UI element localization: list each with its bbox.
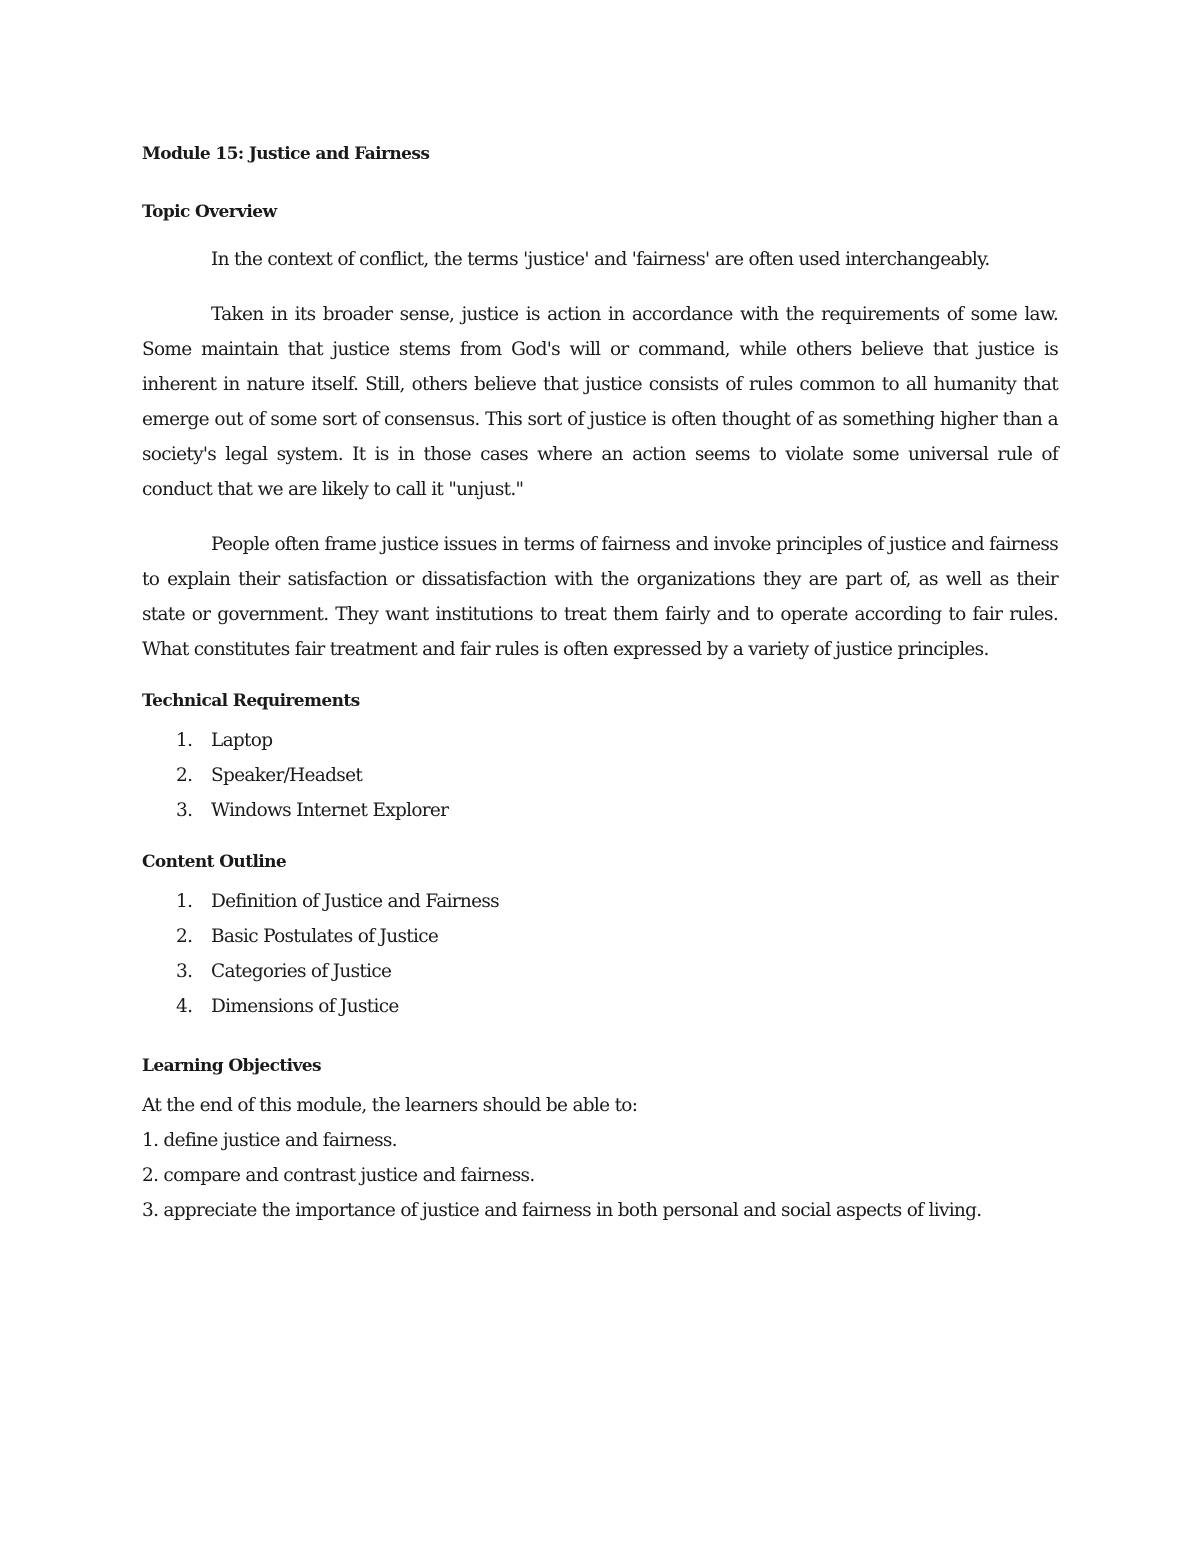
learning-objectives-heading: Learning Objectives bbox=[142, 1056, 321, 1076]
document-page bbox=[142, 138, 1058, 1228]
objective-item: 3. appreciate the importance of justice and fairness in both personal and social aspects of living. bbox=[142, 1200, 982, 1221]
page-title: Module 15: Justice and Fairness bbox=[142, 144, 430, 164]
list-item bbox=[142, 954, 1058, 989]
list-text: Laptop bbox=[211, 730, 273, 751]
list-text: Windows Internet Explorer bbox=[211, 800, 449, 821]
topic-overview-heading: Topic Overview bbox=[142, 202, 277, 222]
list-number: 4. bbox=[176, 996, 193, 1017]
list-item bbox=[142, 989, 1058, 1024]
list-number: 1. bbox=[176, 891, 193, 912]
list-number: 1. bbox=[176, 730, 193, 751]
list-item bbox=[142, 793, 1058, 828]
list-item bbox=[142, 884, 1058, 919]
technical-requirements-heading: Technical Requirements bbox=[142, 691, 360, 711]
list-item bbox=[142, 758, 1058, 793]
overview-paragraph: Taken in its broader sense, justice is action in accordance with the requirements of some law. Some maintain that justice stems from God's will or command, while others believe that justice is inherent in nature itself. Still, others believe that justice consists of rules common to all humanity that emerge out of some sort of consensus. This sort of justice is often thought of as something higher than a society's legal system. It is in those cases where an action seems to violate some universal rule of conduct that we are likely to call it "unjust." bbox=[142, 304, 1058, 500]
objective-item: 1. define justice and fairness. bbox=[142, 1130, 397, 1151]
content-outline-heading: Content Outline bbox=[142, 852, 287, 872]
list-number: 2. bbox=[176, 926, 193, 947]
learning-objectives-intro: At the end of this module, the learners should be able to: bbox=[142, 1095, 638, 1116]
list-text: Speaker/Headset bbox=[211, 765, 363, 786]
list-text: Dimensions of Justice bbox=[211, 996, 399, 1017]
list-number: 2. bbox=[176, 765, 193, 786]
content-outline-list bbox=[142, 884, 1058, 1024]
overview-paragraph: People often frame justice issues in terms of fairness and invoke principles of justice and fairness to explain their satisfaction or dissatisfaction with the organizations they are part of, as well as their state or government. They want institutions to treat them fairly and to operate according to fair rules. What constitutes fair treatment and fair rules is often expressed by a variety of justice principles. bbox=[142, 534, 1058, 660]
overview-paragraph: In the context of conflict, the terms 'justice' and 'fairness' are often used interchangeably. bbox=[211, 249, 990, 270]
list-text: Categories of Justice bbox=[211, 961, 392, 982]
objective-item: 2. compare and contrast justice and fairness. bbox=[142, 1165, 535, 1186]
list-number: 3. bbox=[176, 961, 193, 982]
technical-requirements-list bbox=[142, 723, 1058, 828]
list-text: Basic Postulates of Justice bbox=[211, 926, 439, 947]
list-number: 3. bbox=[176, 800, 193, 821]
topic-overview-body bbox=[142, 242, 1058, 667]
list-item bbox=[142, 919, 1058, 954]
list-item bbox=[142, 723, 1058, 758]
list-text: Definition of Justice and Fairness bbox=[211, 891, 499, 912]
